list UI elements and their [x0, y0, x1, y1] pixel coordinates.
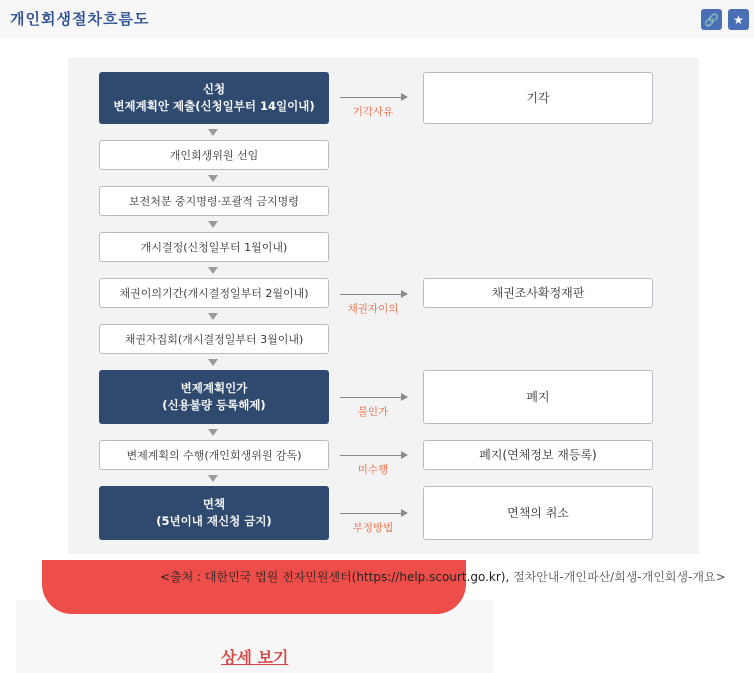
view-detail-link[interactable]: 상세 보기 — [221, 648, 289, 667]
flow-step-discharge — [99, 486, 329, 540]
flow-step-commissioner — [99, 140, 329, 170]
branch-label: 부정방법 — [352, 522, 394, 534]
source-caption — [160, 568, 726, 585]
down-arrow — [208, 313, 218, 320]
flow-step-approval — [99, 370, 329, 424]
branch-result-abolition — [423, 370, 653, 424]
right-arrow — [340, 294, 406, 295]
down-arrow — [208, 429, 218, 436]
step-title: 변제계획의 수행(개인회생위원 감독) — [126, 448, 302, 462]
branch-label: 채권자이의 — [347, 303, 399, 315]
flow-step-commencement — [99, 232, 329, 262]
flow-step-execution — [99, 440, 329, 470]
step-subtitle: 변제계획안 제출(신청일부터 14일이내) — [113, 99, 315, 113]
down-arrow — [208, 267, 218, 274]
star-icon: ★ — [733, 12, 744, 27]
step-subtitle: (5년이내 재신청 금지) — [156, 514, 272, 528]
down-arrow — [208, 175, 218, 182]
right-arrow — [340, 513, 406, 514]
link-icon: 🔗 — [704, 12, 719, 27]
right-arrow — [340, 97, 406, 98]
step-title: 변제계획인가 — [180, 381, 248, 395]
down-arrow — [208, 359, 218, 366]
flow-step-injunction — [99, 186, 329, 216]
result-text: 면책의 취소 — [507, 505, 569, 520]
down-arrow — [208, 475, 218, 482]
source-path: 절차안내-개인파산/회생-개인회생-개요> — [513, 570, 726, 584]
branch-result-abolition-reregister — [423, 440, 653, 470]
right-arrow — [340, 455, 406, 456]
step-title: 신청 — [202, 82, 226, 96]
branch-result-discharge-cancel — [423, 486, 653, 540]
branch-result-dismissal — [423, 72, 653, 124]
step-title: 개시결정(신청일부터 1월이내) — [140, 240, 288, 254]
result-text: 폐지 — [526, 389, 550, 404]
result-text: 폐지(연체정보 재등록) — [479, 447, 597, 462]
down-arrow — [208, 221, 218, 228]
step-subtitle: (신용불량 등록해제) — [162, 398, 266, 412]
page-title: 개인회생절차흐름도 — [10, 10, 150, 28]
flow-step-objection-period — [99, 278, 329, 308]
source-prefix: <출처 : 대한민국 법원 전자민원센터(https://help.scourt.go.kr), — [160, 570, 514, 584]
step-title: 개인회생위원 선임 — [169, 148, 259, 162]
flowchart — [68, 58, 699, 554]
flow-step-apply — [99, 72, 329, 124]
bookmark-button[interactable] — [728, 9, 749, 30]
right-arrow — [340, 397, 406, 398]
step-title: 채권자집회(개시결정일부터 3월이내) — [124, 332, 304, 346]
step-title: 채권이의기간(개시결정일부터 2월이내) — [119, 286, 309, 300]
branch-label: 미수행 — [357, 464, 389, 476]
branch-label: 불인가 — [357, 406, 389, 418]
branch-result-claim-trial — [423, 278, 653, 308]
flow-step-creditors-meeting — [99, 324, 329, 354]
step-title: 면책 — [202, 497, 226, 511]
branch-label: 기각사유 — [352, 106, 394, 118]
down-arrow — [208, 129, 218, 136]
result-text: 채권조사확정재판 — [491, 285, 585, 300]
header-bar — [0, 0, 754, 38]
link-button[interactable] — [701, 9, 722, 30]
step-title: 보전처분 중지명령·포괄적 금지명령 — [129, 194, 299, 208]
result-text: 기각 — [526, 90, 550, 105]
